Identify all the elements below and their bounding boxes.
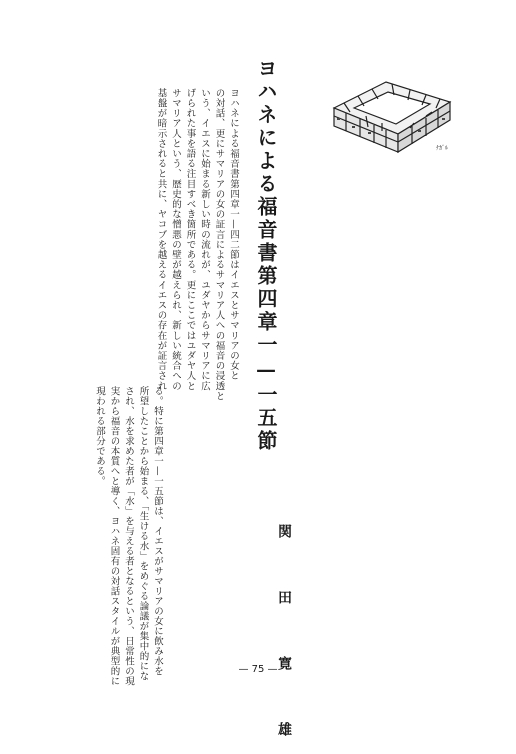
abstract-line: げられた事を語る注目すべき箇所である。更にここではユダヤ人と [184, 88, 196, 391]
body-line: 現われる部分である。 [94, 386, 105, 486]
abstract-line: ヨハネによる福音書第四章一—四二節はイエスとサマリアの女と [228, 88, 239, 381]
page-number: — 75 — [238, 664, 278, 675]
abstract-line: の対話、更にサマリアの女の証言によるサマリア人への福音の浸透と [213, 88, 225, 402]
body-line: る。特に第四章一—一五節は、イエスがサマリアの女に飲み水を [152, 386, 163, 676]
well-illustration [328, 68, 456, 156]
abstract-line: 基盤が暗示されると共に、ヤコブを越えるイエスの存在が証言され [155, 88, 167, 391]
body-line: 所望したことから始まる、「生ける水」をめぐる論議が集中的にな [137, 386, 149, 682]
article-title: ヨハネによる福音書第四章一—一五節 [254, 58, 278, 453]
abstract-line: サマリア人という、歴史的な憎悪の壁が越えられ、新しい統合への [170, 88, 181, 391]
abstract-line: いう、イエスに始まる新しい時の流れが、ユダヤからサマリアに広 [199, 88, 210, 391]
body-line: され、水を求めた者が「水」を与える者となるという、日常性の現 [123, 386, 134, 686]
body-block [72, 386, 164, 686]
body-line: 実から福音の本質へと導く、ヨハネ固有の対話スタイルが典型的に [108, 386, 120, 686]
svg-text:ﾅｶﾞﾙ: ﾅｶﾞﾙ [436, 145, 449, 152]
abstract-block [72, 88, 240, 402]
author-name: 関 田 寛 雄 [276, 524, 292, 754]
